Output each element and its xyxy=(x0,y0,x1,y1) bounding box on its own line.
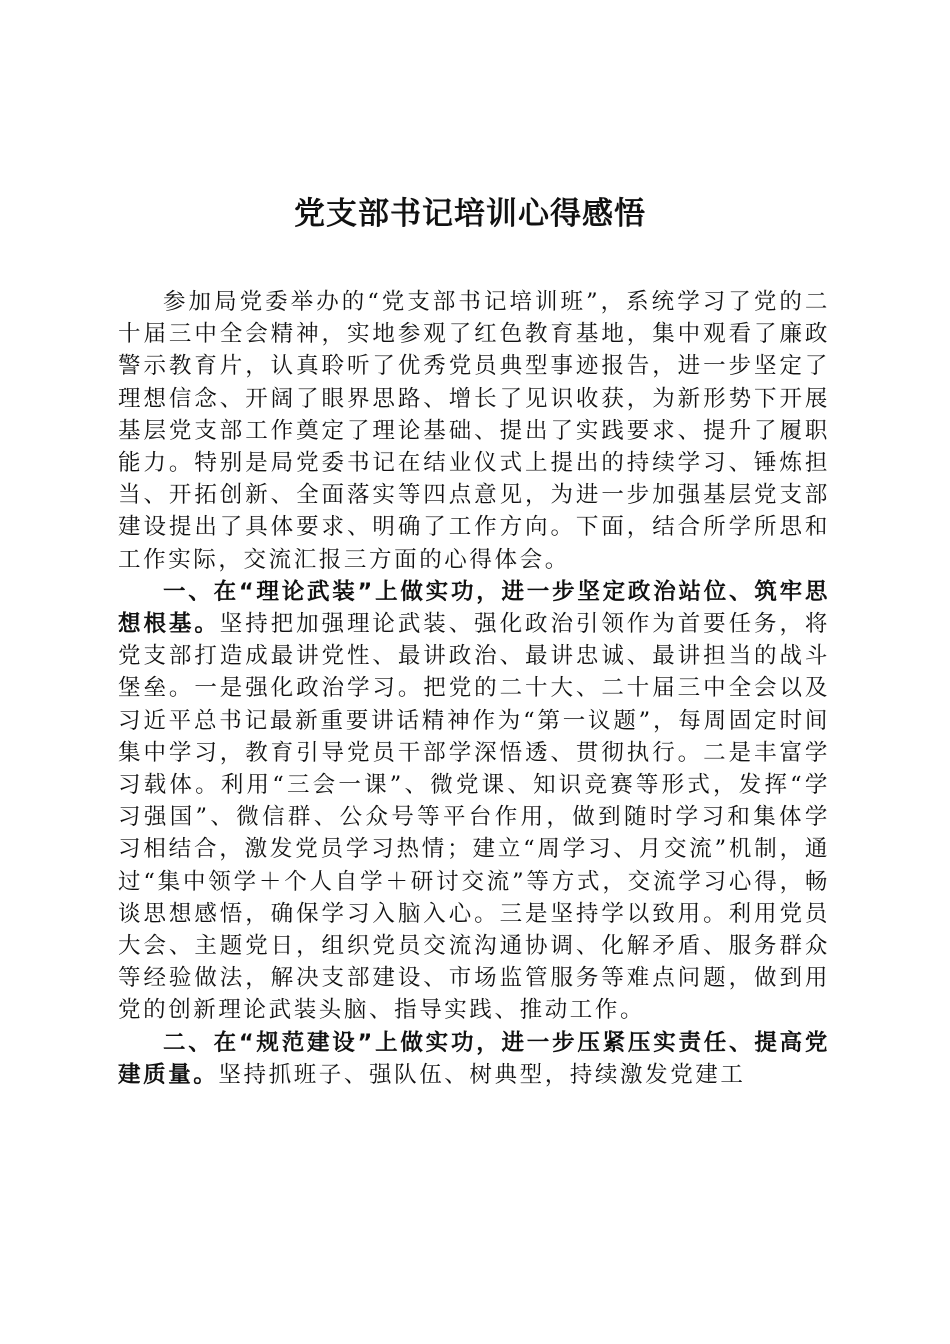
page-title: 党支部书记培训心得感悟 xyxy=(294,196,646,232)
section-2-heading: 二、在“规范建设”上做实功，进一步压紧压实责任、提高党建质量。 xyxy=(118,1029,830,1088)
section-1-text: 坚持把加强理论武装、强化政治引领作为首要任务，将党支部打造成最讲党性、最讲政治、最讲忠诚、最讲担当的战斗堡垒。一是强化政治学习。把党的二十大、二十届三中全会以及习近平总书记最新重要讲话精神作为“第一议题”，每周固定时间集中学习，教育引导党员干部学深悟透、贯彻执行。二是丰富学习载体。利用“三会一课”、微党课、知识竞赛等形式，发挥“学习强国”、微信群、公众号等平台作用，做到随时学习和集体学习相结合，激发党员学习热情；建立“周学习、月交流”机制，通过“集中领学＋个人自学＋研讨交流”等方式，交流学习心得，畅谈思想感悟，确保学习入脑入心。三是坚持学以致用。利用党员大会、主题党日，组织党员交流沟通协调、化解矛盾、服务群众等经验做法，解决支部建设、市场监管服务等难点问题，做到用党的创新理论武装头脑、指导实践、推动工作。 xyxy=(118,611,830,1024)
intro-paragraph: 参加局党委举办的“党支部书记培训班”，系统学习了党的二十届三中全会精神，实地参观了红色教育基地，集中观看了廉政警示教育片，认真聆听了优秀党员典型事迹报告，进一步坚定了理想信念、开阔了眼界思路、增长了见识收获，为新形势下开展基层党支部工作奠定了理论基础、提出了实践要求、提升了履职能力。特别是局党委书记在结业仪式上提出的持续学习、锤炼担当、开拓创新、全面落实等四点意见，为进一步加强基层党支部建设提出了具体要求、明确了工作方向。下面，结合所学所思和工作实际，交流汇报三方面的心得体会。 xyxy=(118,289,830,573)
document-body xyxy=(118,286,830,1091)
section-2-text: 坚持抓班子、强队伍、树典型，持续激发党建工 xyxy=(218,1061,746,1088)
section-1-heading: 一、在“理论武装”上做实功，进一步坚定政治站位、筑牢思想根基。 xyxy=(118,578,830,638)
section-2-paragraph xyxy=(118,1027,830,1091)
section-1-paragraph xyxy=(118,576,830,1027)
